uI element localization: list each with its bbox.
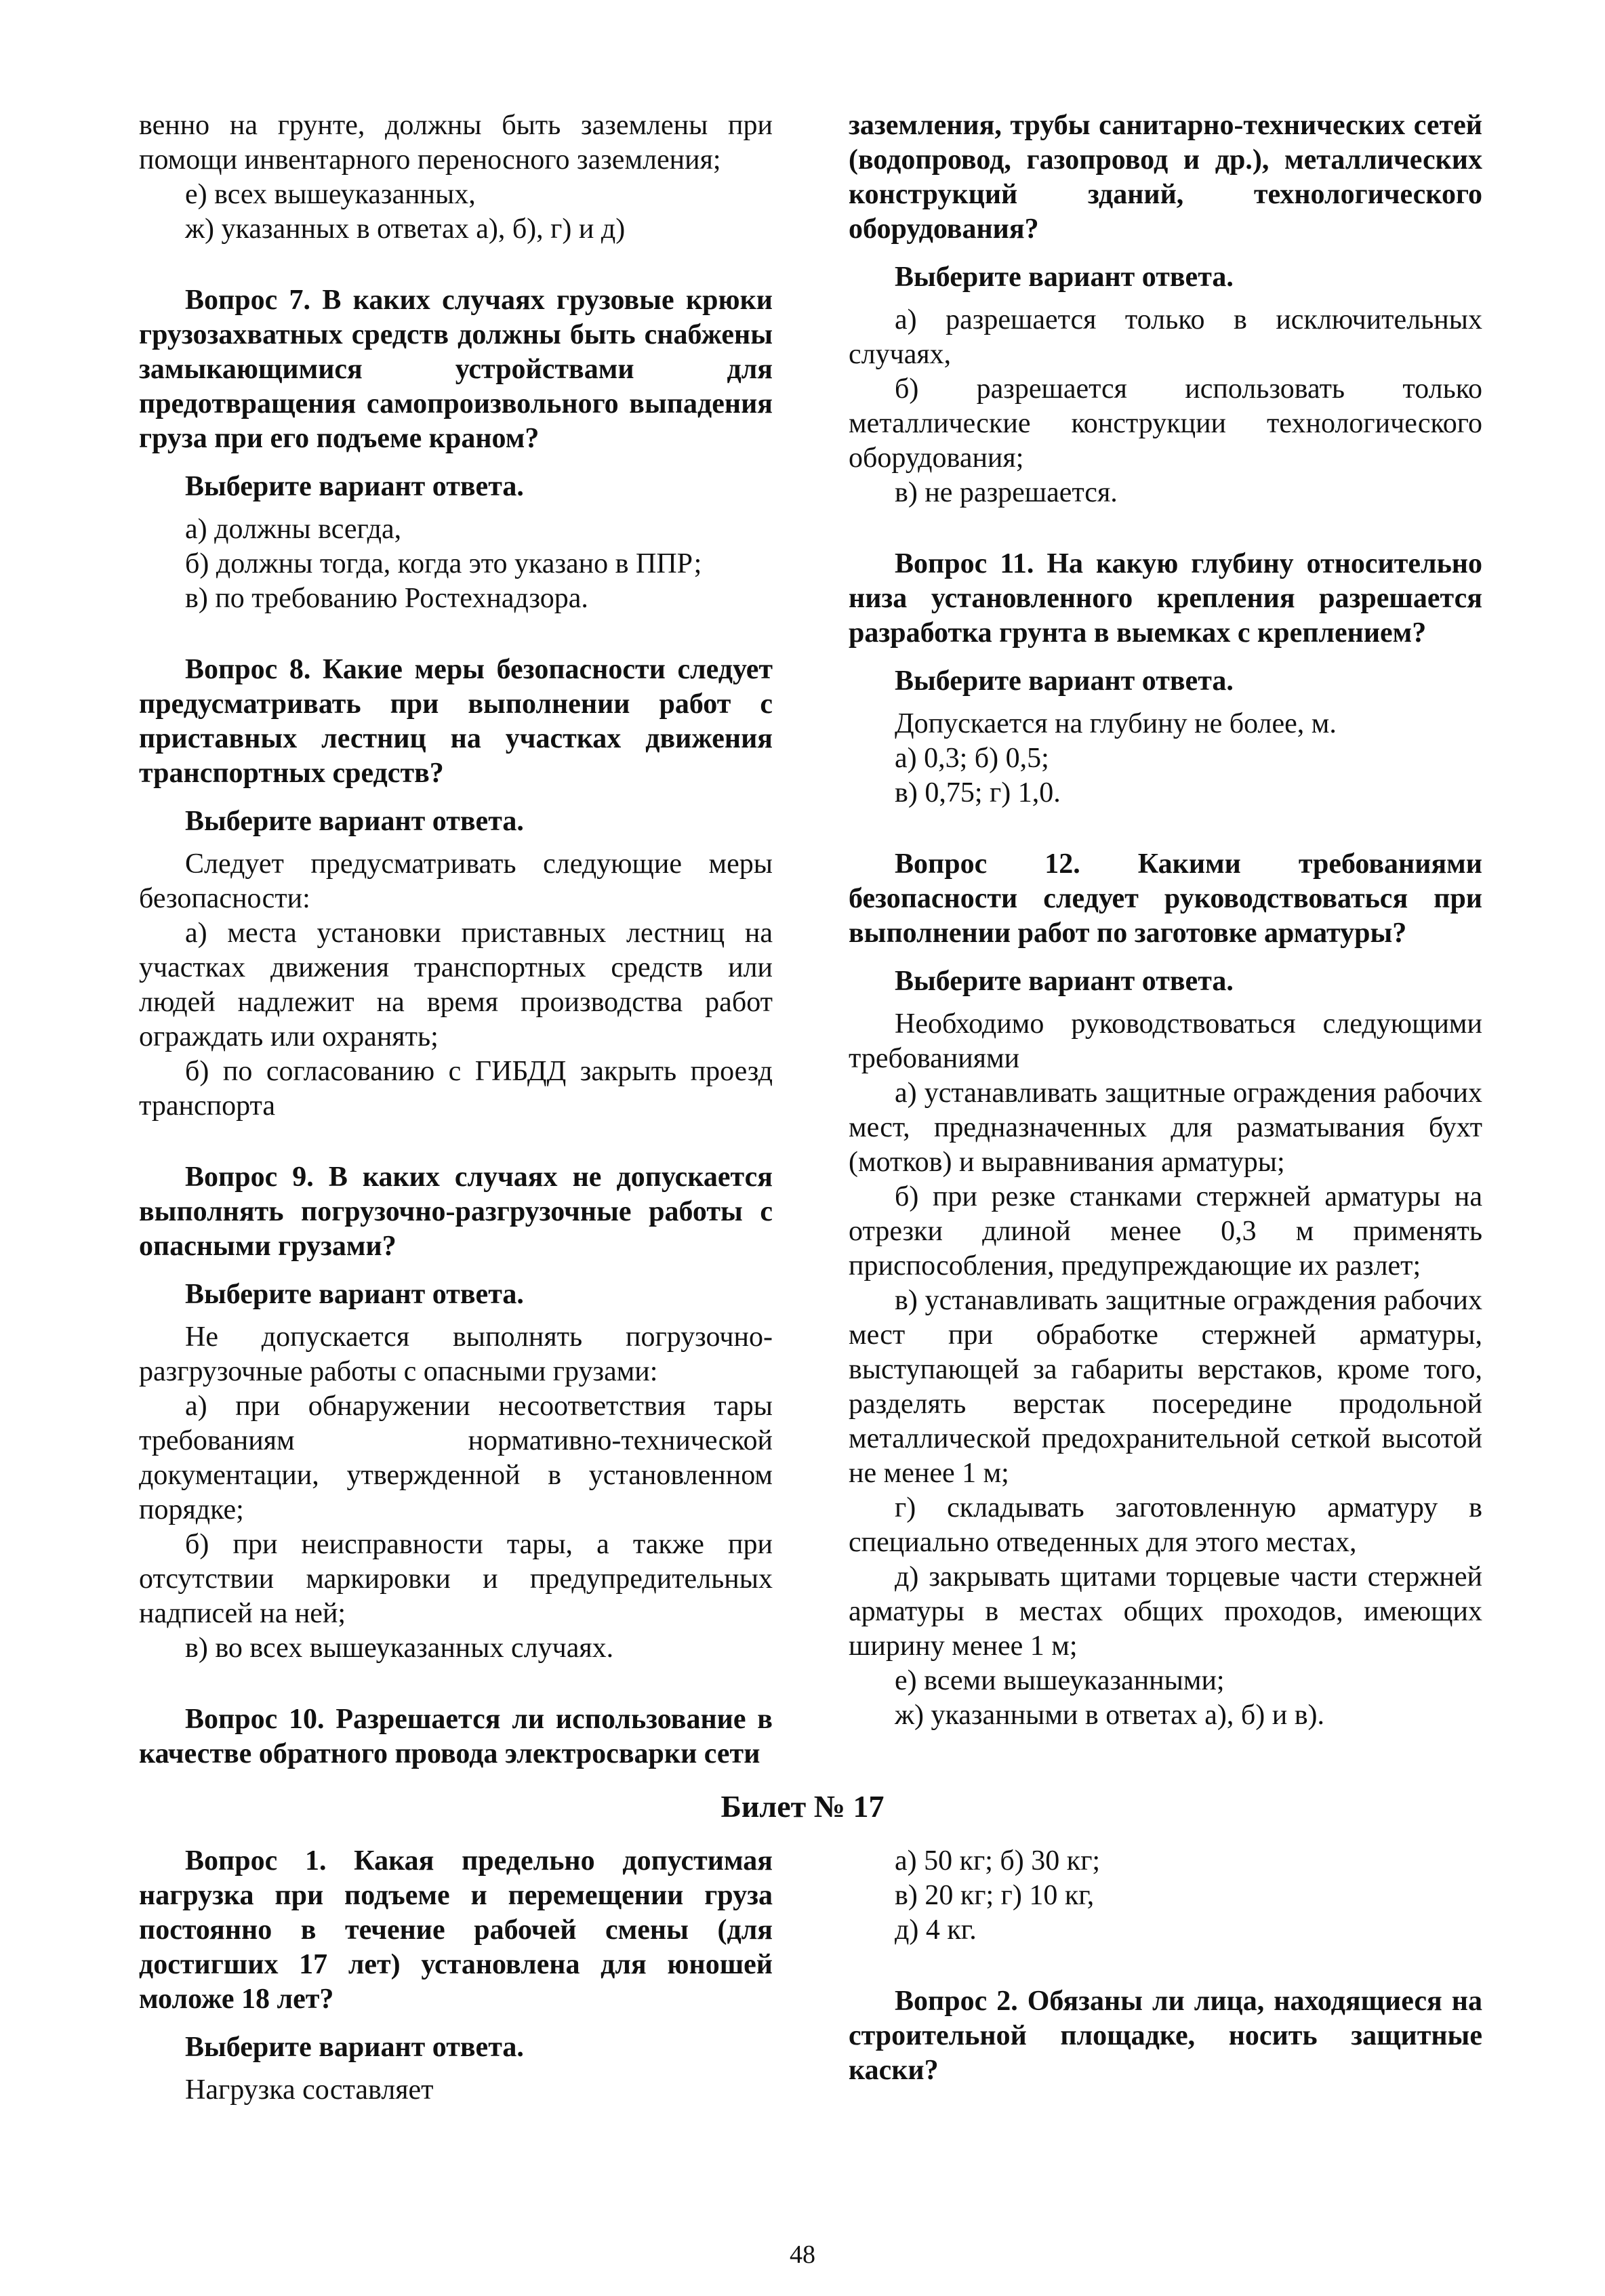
answer-intro: Нагрузка составляет [185,2074,434,2106]
answer-intro: Следует предусматривать следующие меры безопасности: [139,848,773,914]
left-column [139,108,773,1771]
answer-option: д) 4 кг. [895,1914,977,1946]
answer-option: а) должны всегда, [185,514,402,545]
question-2: Вопрос 2. Обязаны ли лица, находящиеся на строительной площадке, носить защитные каски? [849,1986,1482,2086]
choose-prompt: Выберите вариант ответа. [185,2032,524,2063]
question-1: Вопрос 1. Какая предельно допустимая нагрузка при подъеме и перемещении груза постоянно в течение рабочей смены (для достигших 17 лет) установлена для юношей моложе 18 лет? [139,1845,773,2015]
page-number: 48 [790,2240,815,2269]
choose-prompt: Выберите вариант ответа. [895,665,1234,697]
answer-intro: Допускается на глубину не более, м. [895,708,1337,739]
right-column [849,108,1482,1733]
answer-option: в) 20 кг; г) 10 кг, [895,1880,1095,1911]
question-10-start: Вопрос 10. Разрешается ли использование в качестве обратного провода электросварки сети [139,1704,773,1769]
choose-prompt: Выберите вариант ответа. [895,966,1234,997]
answer-option: а) 50 кг; б) 30 кг; [895,1845,1101,1877]
ticket17-left-column [139,1844,773,2108]
question-9: Вопрос 9. В каких случаях не допускается выполнять погрузочно-разгрузочные работы с опасными грузами? [139,1162,773,1262]
answer-option: ж) указанными в ответах а), б) и в). [895,1700,1325,1731]
ticket-heading: Билет № 17 [720,1789,885,1824]
choose-prompt: Выберите вариант ответа. [185,1279,524,1310]
ticket17-right-column [849,1844,1482,2088]
question-8: Вопрос 8. Какие меры безопасности следует предусматривать при выполнении работ с приставных лестниц на участках движения транспортных средств? [139,654,773,789]
answer-option: в) не разрешается. [895,477,1118,508]
answer-option: в) во всех вышеуказанных случаях. [185,1633,614,1664]
answer-option: г) складывать заготовленную арматуру в специально отведенных для этого местах, [849,1492,1482,1558]
continuation-text: венно на грунте, должны быть заземлены при помощи инвентарного переносного заземления; [139,110,773,176]
choose-prompt: Выберите вариант ответа. [895,262,1234,293]
answer-intro: Необходимо руководствоваться следующими требованиями [849,1008,1482,1074]
question-11: Вопрос 11. На какую глубину относительно низа установленного крепления разрешается разработка грунта в выемках с креплением? [849,548,1482,649]
answer-option: д) закрывать щитами торцевые части стержней арматуры в местах общих проходов, имеющих ширину менее 1 м; [849,1561,1482,1662]
answer-option: а) при обнаружении несоответствия тары требованиям нормативно-технической документации, утвержденной в установленном порядке; [139,1391,773,1525]
answer-option: а) 0,3; б) 0,5; [895,743,1049,774]
answer-option: ж) указанных в ответах а), б), г) и д) [185,213,626,245]
answer-option: б) при неисправности тары, а также при отсутствии маркировки и предупредительных надписей на ней; [139,1529,773,1629]
answer-option: е) всеми вышеуказанными; [895,1665,1225,1696]
answer-option: б) по согласованию с ГИБДД закрыть проезд транспорта [139,1056,773,1122]
answer-option: б) должны тогда, когда это указано в ППР; [185,548,702,579]
answer-intro: Не допускается выполнять погрузочно-разгрузочные работы с опасными грузами: [139,1321,773,1387]
answer-option: а) устанавливать защитные ограждения рабочих мест, предназначенных для разматывания бухт (мотков) и выравнивания арматуры; [849,1078,1482,1178]
answer-option: а) разрешается только в исключительных случаях, [849,304,1482,370]
question-7: Вопрос 7. В каких случаях грузовые крюки грузозахватных средств должны быть снабжены замыкающимися устройствами для предотвращения самопроизвольного выпадения груза при его подъеме краном? [139,285,773,454]
question-10-continuation: заземления, трубы санитарно-технических сетей (водопровод, газопровод и др.), металлических конструкций зданий, технологического оборудования? [849,110,1482,245]
answer-option: в) 0,75; г) 1,0. [895,777,1061,808]
answer-option: в) устанавливать защитные ограждения рабочих мест при обработке стержней арматуры, выступающей за габариты верстаков, кроме того, разделять верстак посередине продольной металлической предохранительной сеткой высотой не менее 1 м; [849,1285,1482,1489]
choose-prompt: Выберите вариант ответа. [185,806,524,837]
question-12: Вопрос 12. Какими требованиями безопасности следует руководствоваться при выполнении работ по заготовке арматуры? [849,848,1482,949]
answer-option: а) места установки приставных лестниц на участках движения транспортных средств или людей надлежит на время производства работ ограждать или охранять; [139,918,773,1052]
answer-option: в) по требованию Ростехнадзора. [185,583,588,614]
choose-prompt: Выберите вариант ответа. [185,471,524,502]
answer-option: б) разрешается использовать только металлические конструкции технологического оборудования; [849,373,1482,474]
answer-option: б) при резке станками стержней арматуры на отрезки длиной менее 0,3 м применять приспособления, предупреждающие их разлет; [849,1181,1482,1282]
answer-option: е) всех вышеуказанных, [185,179,476,210]
